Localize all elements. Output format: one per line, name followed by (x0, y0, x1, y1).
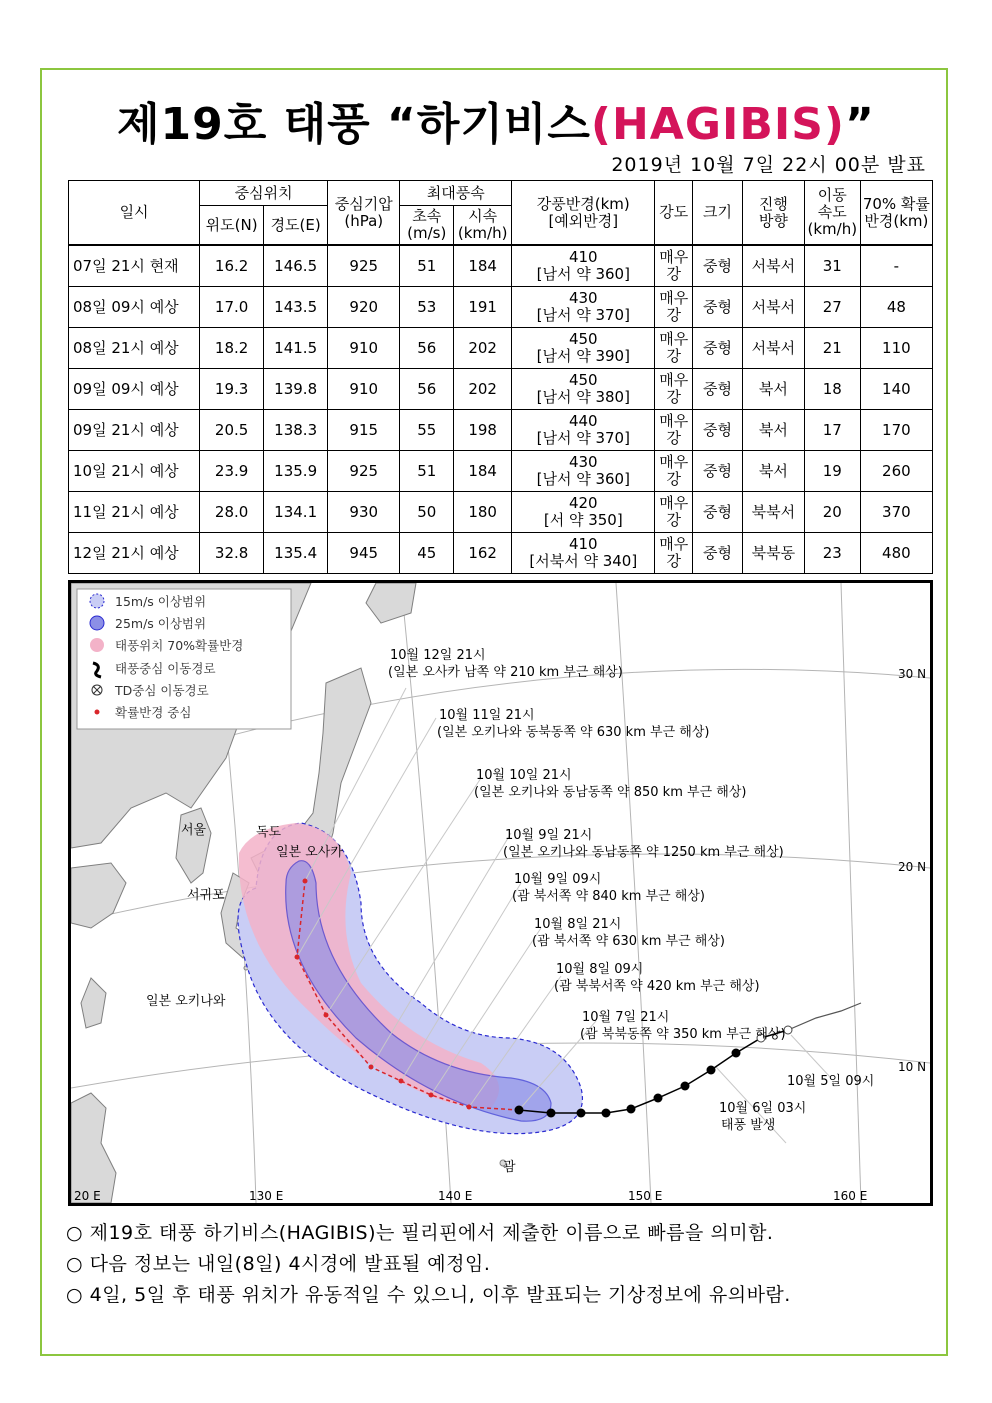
header-radius: 강풍반경(km) [예외반경] (512, 181, 655, 246)
cell-lon: 146.5 (264, 245, 328, 287)
cell-size: 중형 (693, 492, 743, 533)
cell-ms: 55 (400, 410, 454, 451)
cell-size: 중형 (693, 451, 743, 492)
cell-kmh: 202 (454, 328, 512, 369)
forecast-label-desc: (괌 북서쪽 약 840 km 부근 해상) (512, 889, 705, 904)
cell-kmh: 198 (454, 410, 512, 451)
cell-kmh: 191 (454, 287, 512, 328)
forecast-label-time: 10월 8일 21시 (534, 917, 622, 932)
legend-item-3: 태풍중심 이동경로 (115, 661, 216, 676)
cell-rad (512, 369, 655, 410)
note-2: ○ 4일, 5일 후 태풍 위치가 유동적일 수 있으니, 이후 발표되는 기상정보에 유의바람. (66, 1284, 791, 1306)
cell-kmh: 180 (454, 492, 512, 533)
cell-ms: 56 (400, 369, 454, 410)
forecast-label-desc: (일본 오키나와 동남동쪽 약 850 km 부근 해상) (474, 785, 747, 800)
page-title: 제19호 태풍 “하기비스(HAGIBIS)” (117, 99, 875, 150)
issued-time: 2019년 10월 7일 22시 00분 발표 (611, 154, 926, 176)
forecast-labels (388, 647, 786, 1042)
cell-prob: 260 (860, 451, 932, 492)
cell-dir: 북서 (742, 369, 804, 410)
place-seoul: 서울 (181, 823, 207, 838)
cell-size: 중형 (693, 245, 743, 287)
cell-rad (512, 410, 655, 451)
table-row (69, 410, 933, 451)
cell-rad (512, 287, 655, 328)
header-center: 중심위치 (200, 181, 328, 206)
radius-exception: [남서 약 370] (536, 306, 630, 324)
radius-value: 450 (568, 330, 598, 348)
past-label-genesis: 태풍 발생 (721, 1118, 776, 1133)
place-okinawa: 일본 오키나와 (146, 994, 226, 1009)
cell-time: 08일 21시 예상 (69, 328, 200, 369)
cell-time: 12일 21시 예상 (69, 533, 200, 574)
cell-size: 중형 (693, 287, 743, 328)
cell-lat: 28.0 (200, 492, 264, 533)
header-ms: 초속 (m/s) (400, 206, 454, 246)
legend-item-0: 15m/s 이상범위 (115, 594, 207, 609)
header-intensity: 강도 (655, 181, 693, 246)
cell-dir: 서북서 (742, 287, 804, 328)
lat-20: 20 N (898, 860, 927, 874)
forecast-label-time: 10월 9일 21시 (505, 828, 593, 843)
forecast-label-time: 10월 8일 09시 (556, 962, 644, 977)
map-svg (71, 583, 930, 1203)
cell-lon: 141.5 (264, 328, 328, 369)
cell-lon: 139.8 (264, 369, 328, 410)
cell-spd: 19 (804, 451, 860, 492)
radius-value: 420 (568, 494, 598, 512)
cell-lat: 20.5 (200, 410, 264, 451)
cell-dir: 서북서 (742, 245, 804, 287)
note-0: ○ 제19호 태풍 하기비스(HAGIBIS)는 필리핀에서 제출한 이름으로 빠름을 의미함. (66, 1222, 774, 1244)
cell-lon: 138.3 (264, 410, 328, 451)
forecast-label-time: 10월 9일 09시 (514, 872, 602, 887)
cell-ms: 56 (400, 328, 454, 369)
cell-prob: 140 (860, 369, 932, 410)
lon-160: 160 E (833, 1189, 868, 1203)
cell-lon: 135.4 (264, 533, 328, 574)
place-osaka: 일본 오사카 (276, 845, 343, 860)
forecast-label-desc: (일본 오키나와 동북동쪽 약 630 km 부근 해상) (437, 725, 710, 740)
header-kmh: 시속 (km/h) (454, 206, 512, 246)
cell-spd: 27 (804, 287, 860, 328)
cell-kmh: 184 (454, 245, 512, 287)
cell-dir: 북북동 (742, 533, 804, 574)
cell-ms: 45 (400, 533, 454, 574)
note-1: ○ 다음 정보는 내일(8일) 4시경에 발표될 예정임. (66, 1253, 491, 1275)
forecast-label-desc: (괌 북서쪽 약 630 km 부근 해상) (532, 934, 725, 949)
table-row (69, 369, 933, 410)
table-row (69, 287, 933, 328)
cell-dir: 북서 (742, 410, 804, 451)
legend-item-1: 25m/s 이상범위 (115, 616, 207, 631)
header-prob: 70% 확률 반경(km) (860, 181, 932, 246)
radius-exception: [남서 약 370] (536, 429, 630, 447)
cell-lat: 18.2 (200, 328, 264, 369)
cell-pres: 925 (328, 451, 400, 492)
forecast-label-desc: (일본 오키나와 동남동쪽 약 1250 km 부근 해상) (503, 845, 784, 860)
header-lon: 경도(E) (264, 206, 328, 246)
cell-prob: 48 (860, 287, 932, 328)
cell-ms: 51 (400, 451, 454, 492)
header-pressure: 중심기압 (hPa) (328, 181, 400, 246)
cell-ms: 50 (400, 492, 454, 533)
radius-value: 440 (568, 412, 598, 430)
cell-time: 08일 09시 예상 (69, 287, 200, 328)
cell-pres: 910 (328, 369, 400, 410)
cell-rad (512, 492, 655, 533)
legend-item-5: 확률반경 중심 (115, 705, 192, 720)
corner-lon: 20 E (74, 1189, 101, 1203)
cell-prob: 480 (860, 533, 932, 574)
cell-int: 매우 강 (655, 533, 693, 574)
english-name: (HAGIBIS) (590, 99, 846, 150)
cell-int: 매우 강 (655, 287, 693, 328)
cell-int: 매우 강 (655, 451, 693, 492)
table-row (69, 451, 933, 492)
cell-dir: 서북서 (742, 328, 804, 369)
table-row (69, 328, 933, 369)
cell-prob: 110 (860, 328, 932, 369)
cell-lat: 19.3 (200, 369, 264, 410)
cell-prob: - (860, 245, 932, 287)
cell-pres: 945 (328, 533, 400, 574)
cell-pres: 915 (328, 410, 400, 451)
cell-kmh: 202 (454, 369, 512, 410)
header-direction: 진행 방향 (742, 181, 804, 246)
table-row (69, 492, 933, 533)
radius-value: 410 (568, 248, 598, 266)
radius-exception: [남서 약 360] (536, 470, 630, 488)
cell-ms: 53 (400, 287, 454, 328)
map-legend (77, 589, 291, 729)
cell-spd: 18 (804, 369, 860, 410)
cell-spd: 23 (804, 533, 860, 574)
cell-prob: 370 (860, 492, 932, 533)
legend-item-2: 태풍위치 70%확률반경 (115, 638, 244, 653)
cell-lon: 135.9 (264, 451, 328, 492)
cell-spd: 31 (804, 245, 860, 287)
cell-ms: 51 (400, 245, 454, 287)
cell-pres: 930 (328, 492, 400, 533)
lon-130: 130 E (249, 1189, 284, 1203)
radius-exception: [남서 약 360] (536, 265, 630, 283)
cell-lon: 134.1 (264, 492, 328, 533)
place-dokdo: 독도 (256, 825, 282, 840)
cell-rad (512, 451, 655, 492)
place-seogwipo: 서귀포 (187, 888, 225, 903)
cell-time: 09일 21시 예상 (69, 410, 200, 451)
place-guam: 괌 (503, 1160, 516, 1175)
cell-time: 07일 21시 현재 (69, 245, 200, 287)
cell-int: 매우 강 (655, 492, 693, 533)
past-label-d5: 10월 5일 09시 (787, 1074, 875, 1089)
cell-size: 중형 (693, 328, 743, 369)
forecast-label-time: 10월 11일 21시 (439, 708, 535, 723)
forecast-label-desc: (괌 북북동쪽 약 350 km 부근 해상) (580, 1027, 786, 1042)
cell-size: 중형 (693, 369, 743, 410)
cell-lon: 143.5 (264, 287, 328, 328)
cell-int: 매우 강 (655, 328, 693, 369)
forecast-label-desc: (괌 북북서쪽 약 420 km 부근 해상) (554, 979, 760, 994)
cell-rad (512, 533, 655, 574)
radius-value: 430 (568, 453, 598, 471)
cell-size: 중형 (693, 533, 743, 574)
radius-exception: [남서 약 380] (536, 388, 630, 406)
radius-value: 430 (568, 289, 598, 307)
table-row (69, 245, 933, 287)
radius-exception: [서북서 약 340] (529, 552, 638, 570)
notes (66, 1218, 791, 1311)
cell-rad (512, 328, 655, 369)
cell-dir: 북서 (742, 451, 804, 492)
header-speed: 이동 속도 (km/h) (804, 181, 860, 246)
lon-140: 140 E (438, 1189, 473, 1203)
cell-lat: 32.8 (200, 533, 264, 574)
cell-kmh: 162 (454, 533, 512, 574)
cell-pres: 925 (328, 245, 400, 287)
cell-spd: 17 (804, 410, 860, 451)
cell-time: 10일 21시 예상 (69, 451, 200, 492)
cell-int: 매우 강 (655, 410, 693, 451)
cell-rad (512, 245, 655, 287)
lon-150: 150 E (628, 1189, 663, 1203)
cell-lat: 17.0 (200, 287, 264, 328)
header-lat: 위도(N) (200, 206, 264, 246)
radius-value: 410 (568, 535, 598, 553)
legend-item-4: TD중심 이동경로 (115, 683, 209, 698)
table-row (69, 533, 933, 574)
header-size: 크기 (693, 181, 743, 246)
cell-time: 09일 09시 예상 (69, 369, 200, 410)
cell-prob: 170 (860, 410, 932, 451)
radius-exception: [서 약 350] (543, 511, 623, 529)
cell-lat: 23.9 (200, 451, 264, 492)
forecast-table (68, 180, 933, 574)
lat-10: 10 N (898, 1060, 927, 1074)
past-label-d6: 10월 6일 03시 (719, 1101, 807, 1116)
radius-exception: [남서 약 390] (536, 347, 630, 365)
cell-pres: 910 (328, 328, 400, 369)
forecast-label-time: 10월 12일 21시 (390, 648, 486, 663)
cell-kmh: 184 (454, 451, 512, 492)
cell-int: 매우 강 (655, 369, 693, 410)
track-map (68, 580, 933, 1206)
cell-pres: 920 (328, 287, 400, 328)
header-time: 일시 (69, 181, 200, 246)
cell-int: 매우 강 (655, 245, 693, 287)
cell-lat: 16.2 (200, 245, 264, 287)
forecast-label-desc: (일본 오사카 남쪽 약 210 km 부근 해상) (388, 665, 623, 680)
radius-value: 450 (568, 371, 598, 389)
header-maxwind: 최대풍속 (400, 181, 512, 206)
cell-time: 11일 21시 예상 (69, 492, 200, 533)
lat-30: 30 N (898, 667, 927, 681)
forecast-label-time: 10월 10일 21시 (476, 768, 572, 783)
forecast-label-time: 10월 7일 21시 (582, 1010, 670, 1025)
cell-dir: 북북서 (742, 492, 804, 533)
cell-size: 중형 (693, 410, 743, 451)
cell-spd: 21 (804, 328, 860, 369)
cell-spd: 20 (804, 492, 860, 533)
